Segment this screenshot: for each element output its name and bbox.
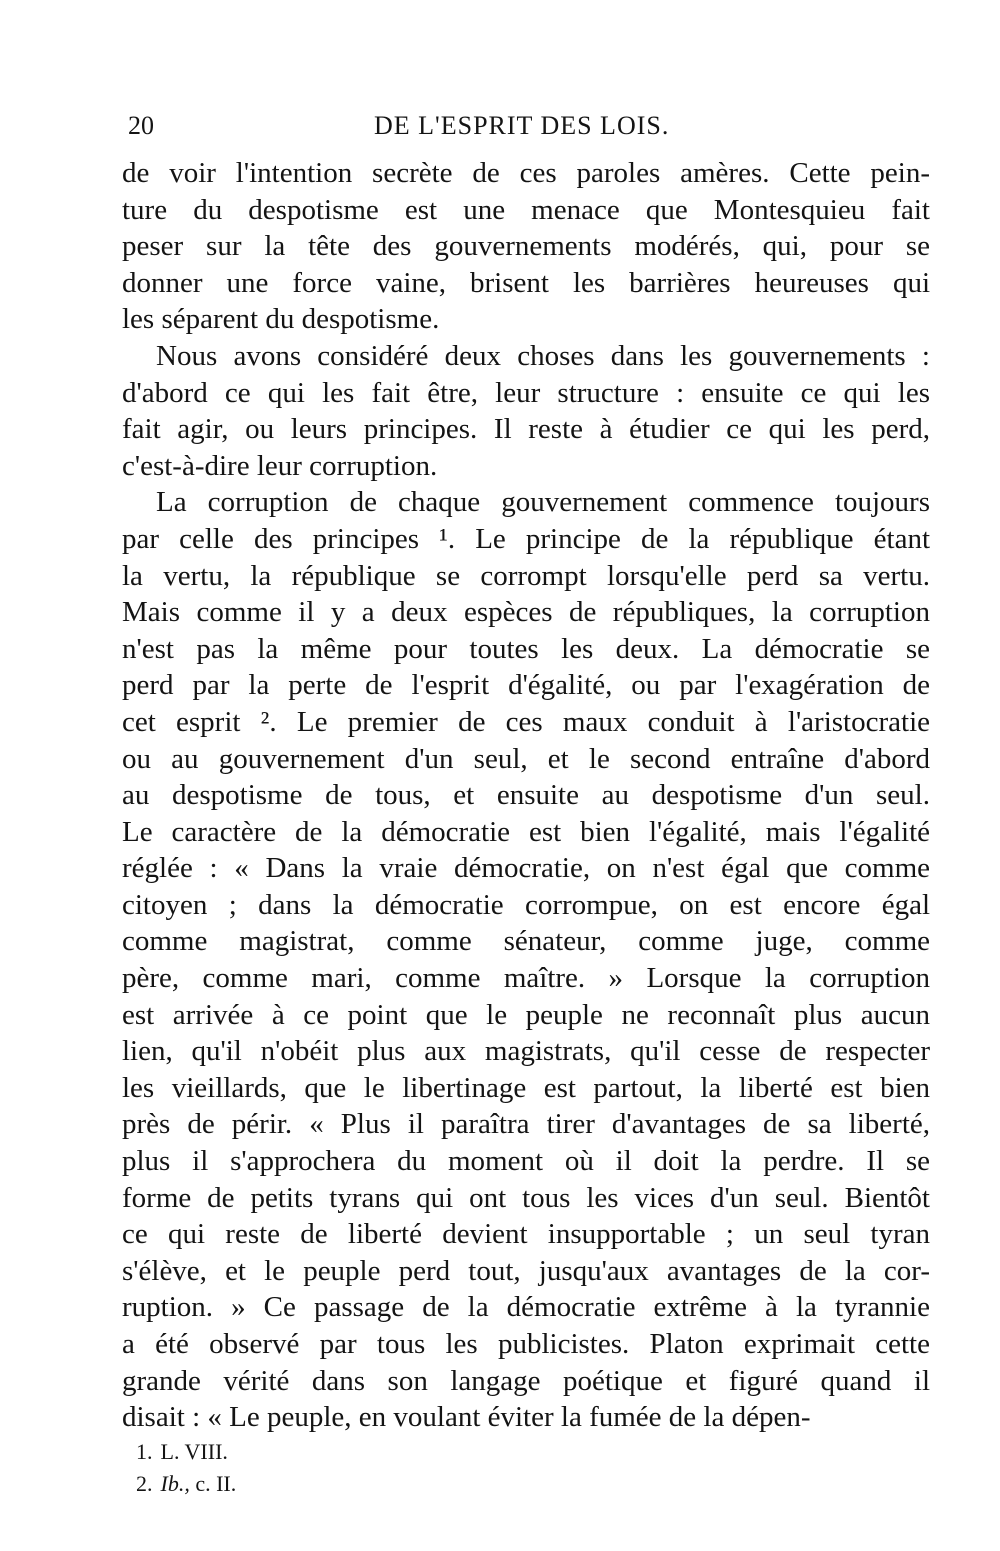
paragraph — [122, 155, 930, 338]
footnote-italic: Ib., — [160, 1471, 190, 1496]
text-line: près de périr. « Plus il paraîtra tirer d'avantages de sa liberté, — [122, 1108, 930, 1141]
page-number: 20 — [128, 111, 154, 140]
text-line: d'abord ce qui les fait être, leur structure : ensuite ce qui les — [122, 376, 930, 409]
running-title: DE L'ESPRIT DES LOIS. — [374, 111, 670, 140]
text-line: a été observé par tous les publicistes. Platon exprimait cette — [122, 1328, 930, 1360]
text-line: père, comme mari, comme maître. » Lorsque la corruption — [122, 962, 930, 995]
footnote-text: L. VIII. — [160, 1439, 228, 1464]
text-line: La corruption de chaque gouvernement commence toujours — [156, 486, 930, 519]
text-line: citoyen ; dans la démocratie corrompue, on est encore égal — [122, 888, 930, 921]
body-text — [122, 155, 930, 1436]
text-line: grande vérité dans son langage poétique et figuré quand il — [122, 1364, 930, 1397]
paragraph — [122, 484, 930, 1435]
footnotes — [136, 1436, 236, 1500]
text-line: par celle des principes ¹. Le principe de la république étant — [122, 522, 930, 555]
text-line: perd par la perte de l'esprit d'égalité, ou par l'exagération de — [122, 669, 930, 702]
footnote-text: c. II. — [195, 1471, 237, 1496]
text-line: c'est-à-dire leur corruption. — [122, 449, 438, 482]
text-line: Le caractère de la démocratie est bien l'égalité, mais l'égalité — [122, 815, 930, 848]
footnote-number: 1. — [136, 1439, 153, 1464]
footnote-number: 2. — [136, 1471, 153, 1496]
text-line: la vertu, la république se corrompt lorsqu'elle perd sa vertu. — [122, 559, 930, 592]
text-line: réglée : « Dans la vraie démocratie, on n'est égal que comme — [122, 852, 930, 885]
text-line: disait : « Le peuple, en voulant éviter la fumée de la dépen- — [122, 1401, 811, 1434]
text-line: forme de petits tyrans qui ont tous les vices d'un seul. Bientôt — [122, 1181, 930, 1214]
text-line: ou au gouvernement d'un seul, et le second entraîne d'abord — [122, 742, 930, 775]
text-line: Mais comme il y a deux espèces de républiques, la corruption — [122, 596, 930, 629]
text-line: plus il s'approchera du moment où il doit la perdre. Il se — [122, 1145, 930, 1178]
text-line: Nous avons considéré deux choses dans les gouvernements : — [156, 339, 930, 372]
text-line: fait agir, ou leurs principes. Il reste à étudier ce qui les perd, — [122, 413, 930, 446]
text-line: de voir l'intention secrète de ces paroles amères. Cette pein- — [122, 157, 930, 189]
text-line: les séparent du despotisme. — [122, 303, 440, 336]
page-header — [128, 108, 688, 144]
paragraph — [122, 338, 930, 484]
text-line: peser sur la tête des gouvernements modérés, qui, pour se — [122, 230, 930, 263]
text-line: ce qui reste de liberté devient insupportable ; un seul tyran — [122, 1218, 930, 1251]
text-line: ture du despotisme est une menace que Montesquieu fait — [122, 193, 930, 226]
text-line: au despotisme de tous, et ensuite au despotisme d'un seul. — [122, 779, 930, 812]
footnote — [136, 1436, 236, 1468]
text-line: ruption. » Ce passage de la démocratie extrême à la tyrannie — [122, 1291, 930, 1324]
text-line: s'élève, et le peuple perd tout, jusqu'aux avantages de la cor- — [122, 1254, 930, 1287]
text-line: cet esprit ². Le premier de ces maux conduit à l'aristocratie — [122, 705, 930, 738]
text-line: les vieillards, que le libertinage est partout, la liberté est bien — [122, 1071, 930, 1104]
text-line: est arrivée à ce point que le peuple ne reconnaît plus aucun — [122, 998, 930, 1031]
text-line: n'est pas la même pour toutes les deux. La démocratie se — [122, 632, 930, 665]
text-line: lien, qu'il n'obéit plus aux magistrats, qu'il cesse de respecter — [122, 1035, 930, 1068]
text-line: comme magistrat, comme sénateur, comme juge, comme — [122, 925, 930, 958]
text-line: donner une force vaine, brisent les barrières heureuses qui — [122, 266, 930, 299]
footnote — [136, 1468, 236, 1500]
